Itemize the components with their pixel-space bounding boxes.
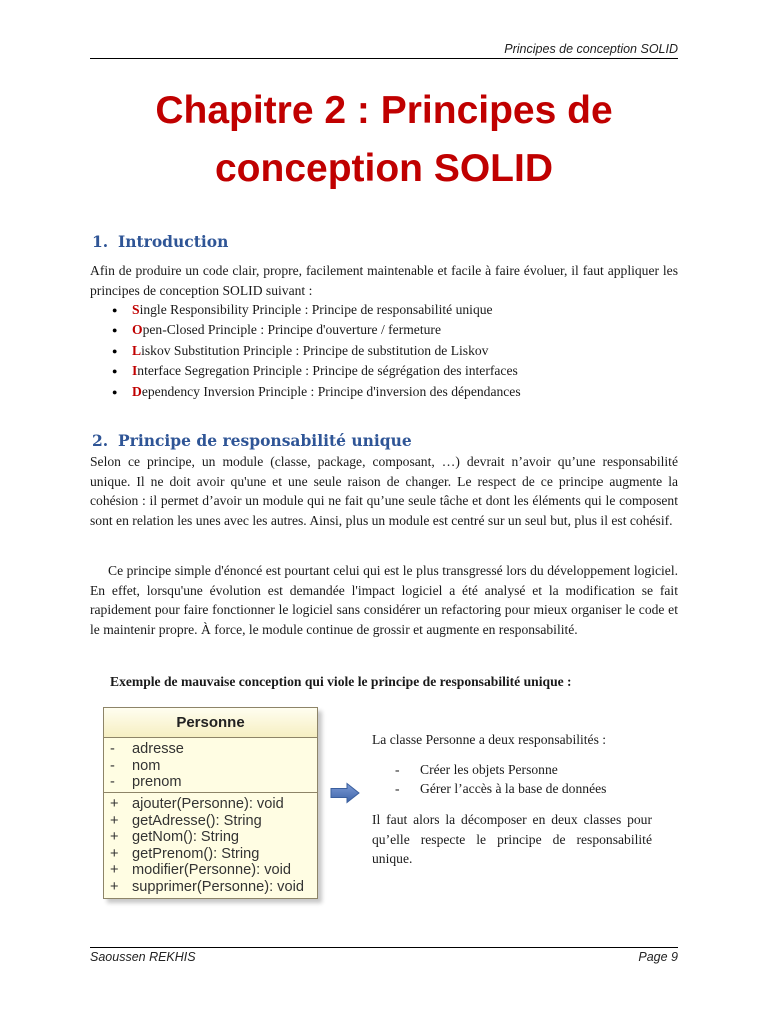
principle-text: nterface Segregation Principle : Principe de ségrégation des interfaces [137, 363, 518, 379]
uml-operation [104, 796, 317, 813]
uml-attribute [104, 741, 317, 758]
principle-letter: O [132, 322, 143, 338]
attribute-name: adresse [132, 741, 184, 757]
principle-letter: S [132, 302, 140, 317]
solid-principles-list [112, 300, 521, 402]
header-rule [90, 58, 678, 59]
operation-signature: getPrenom(): String [132, 845, 260, 862]
list-item [112, 320, 521, 340]
running-header: Principes de conception SOLID [504, 42, 678, 56]
operation-signature: ajouter(Personne): void [132, 796, 284, 812]
section-2-paragraph-1: Selon ce principe, un module (classe, package, composant, …) devrait n’avoir qu’une responsabilité unique. Il ne doit avoir qu'une et une seule raison de changer. Le respect de ce principe augmente la cohésion : il permet d’avoir un module qui ne fait qu’une seule tâche et dont les éléments qui le composent sont en relation les unes avec les autres. Ainsi, plus un module est centré sur un seul but, plus il est cohésif. [90, 454, 678, 529]
explanation-intro: La classe Personne a deux responsabilités : [372, 732, 607, 747]
uml-operations [104, 793, 317, 895]
uml-operation [104, 829, 317, 846]
example-title: Exemple de mauvaise conception qui viole le principe de responsabilité unique : [110, 674, 572, 689]
uml-operation [104, 813, 317, 830]
uml-attributes [104, 738, 317, 793]
operation-signature: getNom(): String [132, 829, 240, 845]
principle-letter: I [132, 363, 138, 379]
attribute-name: nom [132, 757, 161, 774]
section-2-title: Principe de responsabilité unique [118, 431, 412, 450]
section-2-heading [92, 431, 412, 450]
uml-operation [104, 879, 317, 896]
visibility-marker: + [110, 862, 119, 878]
visibility-marker: + [110, 829, 119, 845]
uml-class-name: Personne [104, 708, 317, 738]
visibility-marker: - [110, 757, 115, 774]
list-item: - Créer les objets Personne [395, 761, 606, 780]
section-1-title: Introduction [118, 232, 229, 251]
chapter-title: Chapitre 2 : Principes de conception SOLID [155, 89, 613, 190]
uml-attribute [104, 758, 317, 775]
principle-text: ependency Inversion Principle : Principe d'inversion des dépendances [141, 383, 521, 399]
visibility-marker: - [110, 741, 115, 757]
operation-signature: supprimer(Personne): void [132, 878, 304, 895]
principle-text: iskov Substitution Principle : Principe de substitution de Liskov [141, 342, 489, 358]
principle-text: pen-Closed Principle : Principe d'ouverture / fermeture [142, 322, 441, 338]
section-2-paragraph-2: Ce principe simple d'énoncé est pourtant celui qui est le plus transgressé lors du développement logiciel. En effet, lorsqu'une évolution est demandée l'impact logiciel a été analysé et la modification se fait rapidement pour faire fonctionner le logiciel sans considérer un refactoring pour mieux organiser le code et le maintenir propre. À force, le module continue de grossir et augmente en responsabilité. [90, 563, 678, 638]
footer-page-number: Page 9 [638, 950, 678, 964]
list-item [112, 300, 521, 320]
footer-author: Saoussen REKHIS [90, 950, 196, 964]
principle-letter: L [132, 342, 142, 358]
visibility-marker: - [110, 774, 115, 790]
responsibilities-list [395, 761, 606, 798]
list-item [112, 341, 521, 361]
footer-rule [90, 947, 678, 948]
section-2-number: 2. [92, 431, 109, 450]
uml-operation [104, 862, 317, 879]
operation-signature: modifier(Personne): void [132, 862, 291, 878]
explanation-conclusion: Il faut alors la décomposer en deux classes pour qu’elle respecte le principe de responsabilité unique. [372, 812, 652, 867]
right-arrow-icon [330, 782, 360, 804]
section-1-heading [92, 232, 228, 251]
principle-letter: D [132, 383, 142, 399]
visibility-marker: + [110, 796, 119, 812]
section-1-number: 1. [92, 232, 109, 251]
visibility-marker: + [110, 812, 119, 829]
visibility-marker: + [110, 878, 119, 895]
section-1-intro: Afin de produire un code clair, propre, facilement maintenable et facile à faire évoluer, il faut appliquer les principes de conception SOLID suivant : [90, 263, 678, 298]
uml-operation [104, 846, 317, 863]
visibility-marker: + [110, 845, 119, 862]
list-item [112, 361, 521, 381]
uml-class-diagram [103, 707, 318, 899]
uml-attribute [104, 774, 317, 791]
list-item: - Gérer l’accès à la base de données [395, 780, 606, 799]
list-item [112, 382, 521, 402]
attribute-name: prenom [132, 774, 182, 790]
principle-text: ingle Responsibility Principle : Principe de responsabilité unique [139, 302, 493, 317]
operation-signature: getAdresse(): String [132, 812, 262, 829]
